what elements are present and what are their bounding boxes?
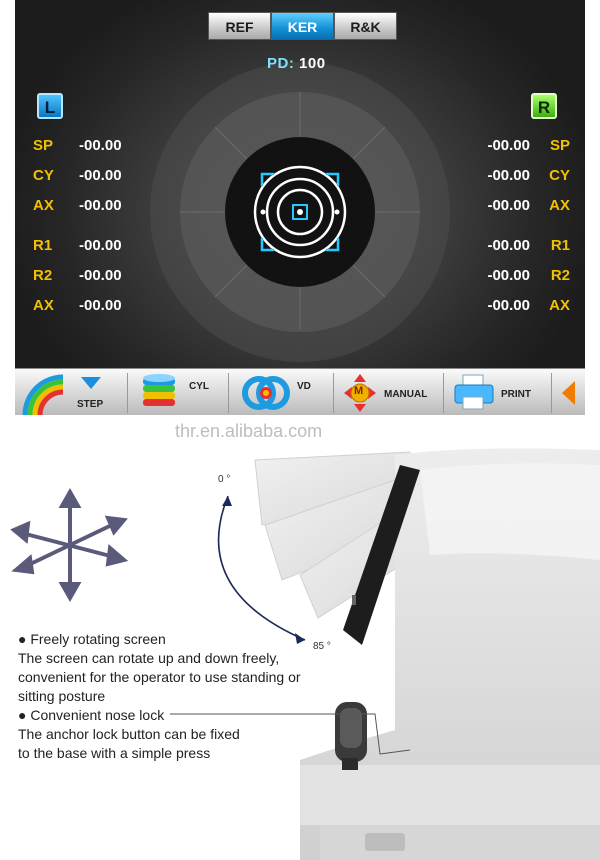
vertex-distance-icon[interactable] [237, 369, 297, 415]
right-label: CY [549, 167, 570, 184]
left-row-r1 [33, 237, 122, 254]
right-row-r1 [487, 237, 570, 254]
feature-lock-desc-2: to the base with a simple press [18, 745, 211, 761]
manual-icon-letter: M [354, 385, 364, 397]
tab-rk[interactable]: R&K [334, 12, 397, 40]
right-value: -00.00 [487, 137, 530, 154]
right-value: -00.00 [487, 167, 530, 184]
print-label[interactable]: PRINT [501, 389, 531, 400]
rainbow-arc-icon[interactable] [21, 369, 65, 415]
right-value: -00.00 [487, 237, 530, 254]
left-value: -00.00 [79, 137, 122, 154]
left-label: CY [33, 167, 54, 184]
feature-lock-desc-1: The anchor lock button can be fixed [18, 726, 240, 742]
left-value: -00.00 [79, 237, 122, 254]
left-row-ax2 [33, 297, 122, 314]
left-row-cy [33, 167, 122, 184]
feature-rotate-desc-3: sitting posture [18, 688, 106, 704]
left-eye-badge[interactable]: L [37, 93, 63, 119]
manual-label[interactable]: MANUAL [384, 389, 428, 400]
right-label: AX [549, 197, 570, 214]
right-row-cy [487, 167, 570, 184]
cyl-label[interactable]: CYL [189, 381, 209, 392]
feature-lock-title: ● Convenient nose lock [18, 707, 165, 723]
left-row-ax [33, 197, 122, 214]
feature-rotate-desc-2: convenient for the operator to use standing or [18, 669, 301, 685]
right-label: R2 [550, 267, 570, 284]
right-row-sp [487, 137, 570, 154]
move-direction-icon [14, 492, 124, 598]
pd-readout [267, 55, 326, 72]
right-row-ax [487, 197, 570, 214]
tab-ker[interactable]: KER [271, 12, 334, 40]
toolbar-divider [127, 373, 128, 413]
pd-label: PD: [267, 55, 295, 72]
right-eye-badge[interactable]: R [531, 93, 557, 119]
left-label: R1 [33, 237, 53, 254]
mode-tabs [208, 12, 397, 40]
printer-icon[interactable] [451, 369, 497, 415]
cylinder-lens-icon[interactable] [135, 369, 185, 415]
right-label: AX [549, 297, 570, 314]
right-value: -00.00 [487, 267, 530, 284]
left-row-r2 [33, 267, 122, 284]
right-label: R1 [550, 237, 570, 254]
right-value: -00.00 [487, 197, 530, 214]
watermark: thr.en.alibaba.com [175, 421, 323, 441]
feature-rotate-title: ● Freely rotating screen [18, 631, 166, 647]
step-down-arrow-icon[interactable] [79, 375, 103, 391]
pd-value: 100 [299, 55, 326, 72]
feature-rotate-desc-1: The screen can rotate up and down freely, [18, 650, 280, 666]
back-arrow-icon[interactable] [557, 369, 581, 415]
bottom-toolbar [15, 368, 585, 415]
angle-top-label: 0 ° [218, 474, 231, 485]
right-label: SP [549, 137, 570, 154]
left-value: -00.00 [79, 297, 122, 314]
toolbar-divider [228, 373, 229, 413]
right-row-ax2 [487, 297, 570, 314]
tab-ref[interactable]: REF [208, 12, 271, 40]
right-row-r2 [487, 267, 570, 284]
toolbar-divider [333, 373, 334, 413]
left-label: AX [33, 197, 54, 214]
step-label[interactable]: STEP [77, 399, 104, 410]
left-value: -00.00 [79, 167, 122, 184]
left-row-sp [33, 137, 122, 154]
left-value: -00.00 [79, 267, 122, 284]
left-label: SP [33, 137, 54, 154]
left-value: -00.00 [79, 197, 122, 214]
toolbar-divider [443, 373, 444, 413]
device-screen [15, 0, 585, 415]
right-value: -00.00 [487, 297, 530, 314]
vd-label[interactable]: VD [297, 381, 311, 392]
angle-bottom-label: 85 ° [313, 641, 331, 652]
toolbar-divider [551, 373, 552, 413]
left-label: AX [33, 297, 54, 314]
left-label: R2 [33, 267, 53, 284]
